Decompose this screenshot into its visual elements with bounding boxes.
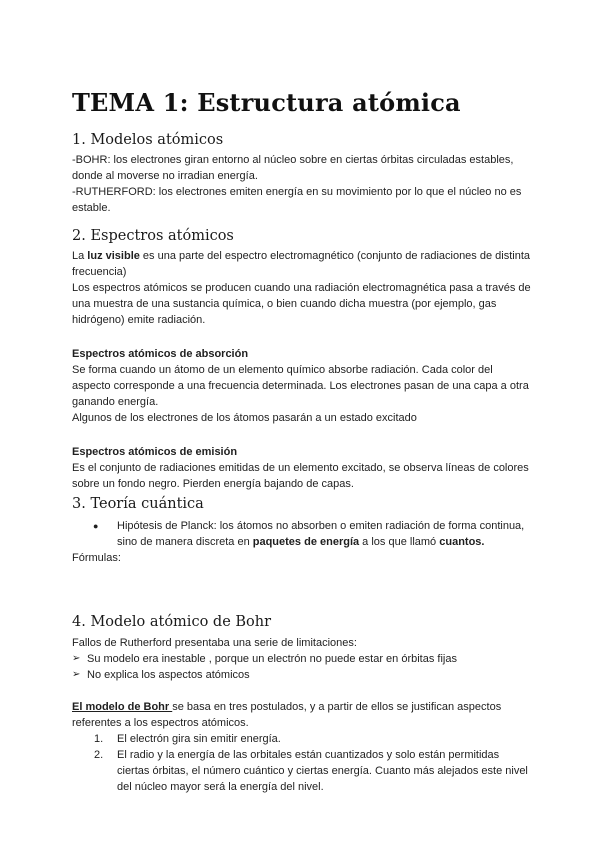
- section-heading-espectros-atomicos: 2. Espectros atómicos: [72, 228, 234, 244]
- arrow-bullet-icon: ➢: [72, 653, 81, 664]
- text-run-bold: luz visible: [87, 250, 140, 262]
- numbered-item-2: [72, 747, 534, 795]
- text-run: No explica los aspectos atómicos: [87, 669, 250, 681]
- text-run: Su modelo era inestable , porque un electrón no puede estar en órbitas fijas: [87, 653, 457, 665]
- paragraph-modelo-bohr: [72, 699, 534, 731]
- text-run: se basa en tres postulados, y a partir de ellos se justifican aspectos referentes a los espectros atómicos.: [72, 701, 502, 729]
- blank-line: [72, 683, 534, 699]
- number-label: 2.: [94, 749, 104, 761]
- section-heading-modelos-atomicos: 1. Modelos atómicos: [72, 132, 224, 148]
- section-heading-teoria-cuantica: 3. Teoría cuántica: [72, 496, 204, 512]
- text-run: El radio y la energía de las orbitales están cuantizados y solo están permitidas ciertas órbitas, el número cuántico y ciertas energía. Cuanto más alejados este nivel del núcleo mayor será la energía del nivel.: [117, 749, 528, 793]
- paragraph-rutherford: -RUTHERFORD: los electrones emiten energía en su movimiento por lo que el núcleo no es estable.: [72, 186, 522, 214]
- paragraph-estado-excitado: Algunos de los electrones de los átomos pasarán a un estado excitado: [72, 412, 417, 424]
- text-run: El electrón gira sin emitir energía.: [117, 733, 281, 745]
- number-label: 1.: [94, 733, 104, 745]
- paragraph-bohr: -BOHR: los electrones giran entorno al núcleo sobre en ciertas órbitas circuladas estables, donde al moverse no irradian energía.: [72, 154, 514, 182]
- numbered-item-1: [72, 731, 534, 747]
- list-item-no-explica: [72, 667, 534, 683]
- text-run-bold-underline: El modelo de Bohr: [72, 701, 173, 713]
- label-formulas: Fórmulas:: [72, 552, 121, 564]
- text-run: a los que llamó: [359, 536, 440, 548]
- paragraph-fallos-rutherford: Fallos de Rutherford presentaba una serie de limitaciones:: [72, 637, 357, 649]
- subheading-espectros-absorcion: Espectros atómicos de absorción: [72, 348, 249, 360]
- paragraph-emision: Es el conjunto de radiaciones emitidas de un elemento excitado, se observa líneas de colores sobre un fondo negro. Pierden energía bajando de capas.: [72, 462, 529, 490]
- page-title: TEMA 1: Estructura atómica: [72, 88, 461, 117]
- bullet-icon: ●: [93, 521, 99, 531]
- list-item-hipotesis-planck: [72, 518, 534, 550]
- arrow-bullet-icon: ➢: [72, 669, 81, 680]
- list-item-modelo-inestable: [72, 651, 534, 667]
- paragraph-espectros-producen: Los espectros atómicos se producen cuando una radiación electromagnética pasa a través de una muestra de una sustancia química, o bien cuando dicha muestra (por ejemplo, gas hidrógeno) emite radiación.: [72, 282, 531, 326]
- text-run-bold: paquetes de energía: [252, 536, 360, 548]
- paragraph-absorcion: Se forma cuando un átomo de un elemento químico absorbe radiación. Cada color del aspecto corresponde a una frecuencia determinada. Los electrones pasan de una capa a otra ganando energía.: [72, 364, 529, 408]
- section-heading-modelo-bohr: 4. Modelo atómico de Bohr: [72, 614, 272, 630]
- subheading-espectros-emision: Espectros atómicos de emisión: [72, 446, 238, 458]
- text-run: La: [72, 250, 88, 262]
- text-run-bold: cuantos.: [439, 536, 485, 548]
- text-run: es una parte del espectro electromagnético (conjunto de radiaciones de distinta frecuencia): [72, 250, 531, 278]
- paragraph-luz-visible: [72, 248, 534, 280]
- text-run: Hipótesis de Planck: los átomos no absorben o emiten radiación de forma continua, sino de manera discreta en: [117, 520, 525, 548]
